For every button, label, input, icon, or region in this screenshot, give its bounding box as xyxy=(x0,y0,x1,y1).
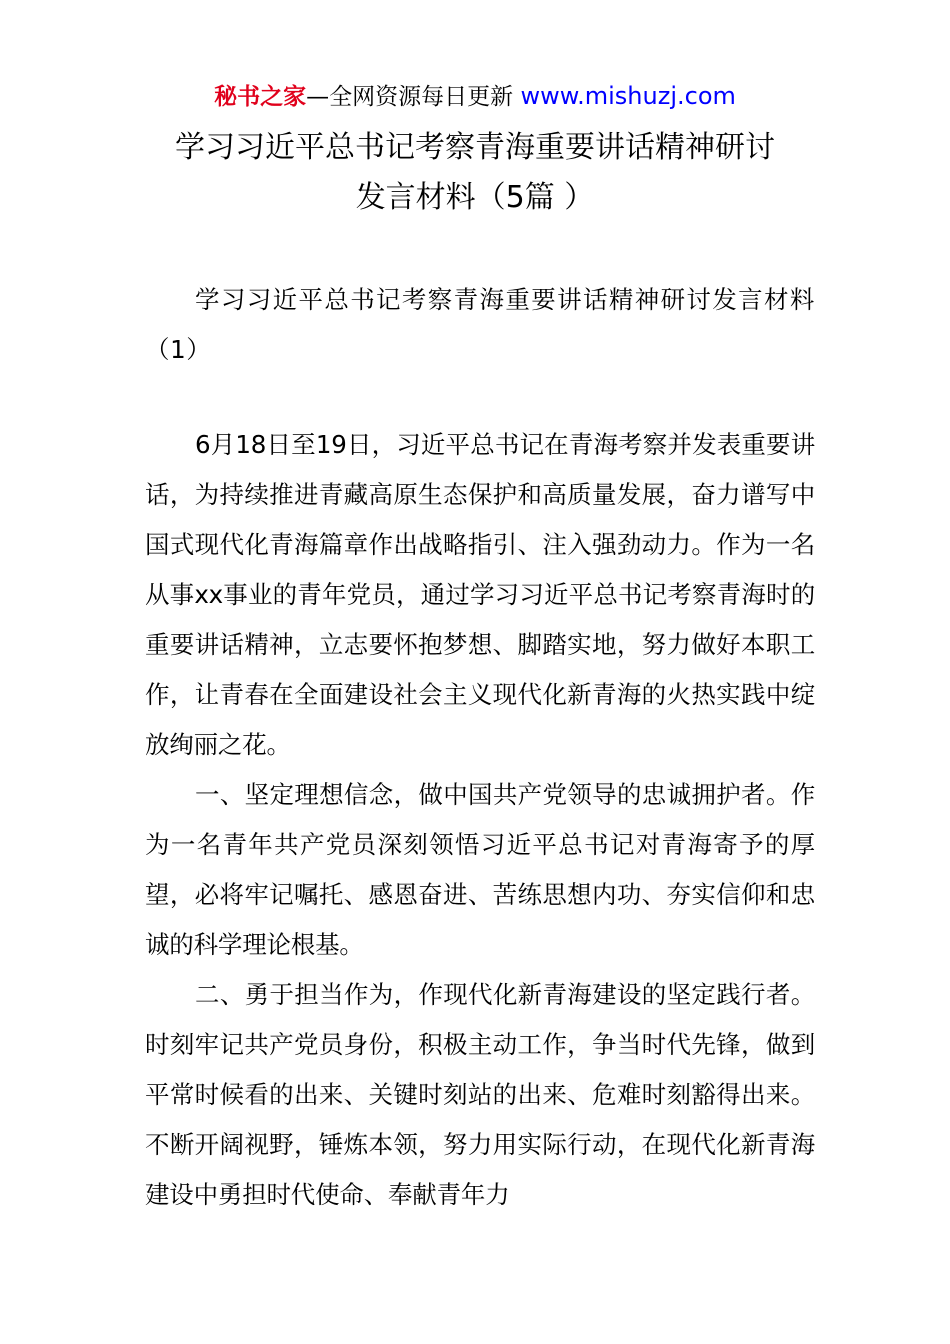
body-paragraph: 一、坚定理想信念，做中国共产党领导的忠诚拥护者。作为一名青年共产党员深刻领悟习近平总书记对青海寄予的厚望，必将牢记嘱托、感恩奋进、苦练思想内功、夯实信仰和忠诚的科学理论根基。 xyxy=(145,780,815,959)
page-header xyxy=(0,80,950,113)
section-title: 学习习近平总书记考察青海重要讲话精神研讨发言材料（1） xyxy=(145,285,815,364)
document-title-line-1: 学习习近平总书记考察青海重要讲话精神研讨 xyxy=(175,130,775,165)
body-paragraph: 二、勇于担当作为，作现代化新青海建设的坚定践行者。时刻牢记共产党员身份，积极主动工作，争当时代先锋，做到平常时候看的出来、关键时刻站的出来、危难时刻豁得出来。不断开阔视野，锤炼本领，努力用实际行动，在现代化新青海建设中勇担时代使命、奉献青年力 xyxy=(145,980,815,1209)
brand-name: 秘书之家 xyxy=(214,84,307,110)
document-title-line-2: 发言材料（5篇 ） xyxy=(355,180,595,215)
site-url[interactable]: www.mishuzj.com xyxy=(520,82,736,110)
document-body xyxy=(145,420,815,1220)
header-tagline: —全网资源每日更新 xyxy=(306,84,514,110)
section-title-block xyxy=(145,275,815,375)
body-paragraph: 6月18日至19日，习近平总书记在青海考察并发表重要讲话，为持续推进青藏高原生态保护和高质量发展，奋力谱写中国式现代化青海篇章作出战略指引、注入强劲动力。作为一名从事xx事业的青年党员，通过学习习近平总书记考察青海时的重要讲话精神，立志要怀抱梦想、脚踏实地，努力做好本职工作，让青春在全面建设社会主义现代化新青海的火热实践中绽放绚丽之花。 xyxy=(145,430,815,759)
